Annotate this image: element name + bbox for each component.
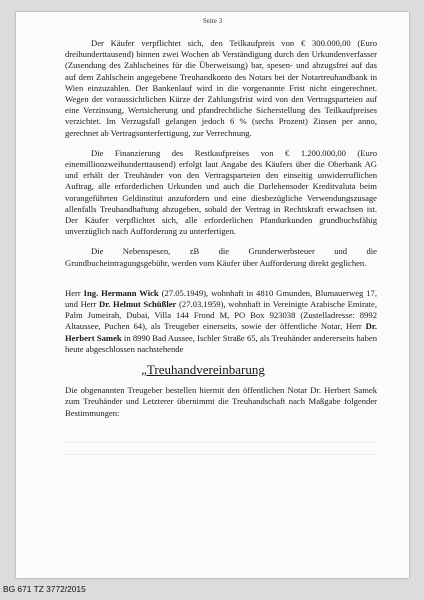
document-body: [65, 38, 377, 428]
bleed-through-line: [65, 454, 377, 455]
file-reference-stamp: BG 671 TZ 3772/2015: [3, 584, 86, 594]
paragraph-treuhand: Die obgenannten Treugeber bestellen hiermit den öffentlichen Notar Dr. Herbert Samek zum Treuhänder und Letzterer übernimmt die Treuhandschaft nach Maßgabe folgender Bestimmungen:: [65, 385, 377, 418]
paragraph-parties: Herr Ing. Hermann Wick (27.05.1949), wohnhaft in 4810 Gmunden, Blumauerweg 17, und Herr Dr. Helmut Schüßler (27.03.1959), wohnhaft in Vereinigte Arabische Emirate, Palm Jumeirah, Dubai, Villa 144 Frond M, PO Box 923038 (Zustelladresse: 8992 Altaussee, Puchen 64), als Treugeber einerseits, sowie der öffentliche Notar, Herr Dr. Herbert Samek in 8990 Bad Aussee, Ischler Straße 65, als Treuhänder andererseits haben heute abgeschlossen nachstehende: [65, 287, 378, 354]
document-page: [16, 12, 409, 578]
section-heading: „Treuhandvereinbarung: [141, 362, 265, 378]
party-name-samek: Dr. Herbert Samek: [65, 321, 377, 343]
page-number: Seite 3: [202, 17, 223, 25]
party-name-schuessler: Dr. Helmut Schüßler: [99, 299, 177, 310]
paragraph-nebenspesen: Die Nebenspesen, zB die Grunderwerbsteuer und die Grundbucheintragungsgebühr, werden vom Käufer über Aufforderung direkt geglichen.: [65, 246, 377, 268]
paragraph-restkaufpreis: Die Finanzierung des Restkaufpreises von € 1.200.000,00 (Euro einemillionzweihunderttausend) erfolgt laut Angabe des Käufers über die Oberbank AG und erhält der Treuhänder von den Vertragsparteien den einseitig unwiderruflichen Auftrag, alle erforderlichen Urkunden und auch die Darlehensoder Kreditvaluta beim vorangeführten Geldinstitut anzufordern und eine diesbezügliche Verwendungszusage allenfalls Treuhandhaftung abzugeben, sobald der Vertrag in Rechtskraft erwachsen ist. Der Käufer verpflichtet sich, alle erforderlichen Pfandurkunden grundbuchsfähig unverzüglich nach Aufforderung zu unterfertigen.: [65, 147, 377, 237]
party-name-wick: Ing. Hermann Wick: [83, 287, 159, 298]
paragraph-teilkaufpreis: Der Käufer verpflichtet sich, den Teilkaufpreis von € 300.000,00 (Euro dreihunderttausend) binnen zwei Wochen ab Verständigung durch den Urkundenverfasser (Zusendung des Zahlscheines für die Überweisung) bar, spesen- und abzugsfrei auf das auf dem Zahlschein angegebene Treuhandkonto des Notars bei der Notartreuhandbank in Wien einzuzahlen. Der Bankenlauf wird in die vorgenannte Frist nicht eingerechnet. Wegen der voraussichtlichen Kürze der Zahlungsfrist wird von den Vertragsparteien auf eine Verzinsung, Wertsicherung und pfandrechtliche Sicherstellung des Teilkaufpreises verzichtet. Im Verzugsfall gelangen jedoch 6 % (sechs Prozent) Zinsen per anno, gerechnet ab Vertragsunterfertigung, zur Verrechnung.: [65, 38, 377, 138]
bleed-through-line: [65, 442, 377, 443]
